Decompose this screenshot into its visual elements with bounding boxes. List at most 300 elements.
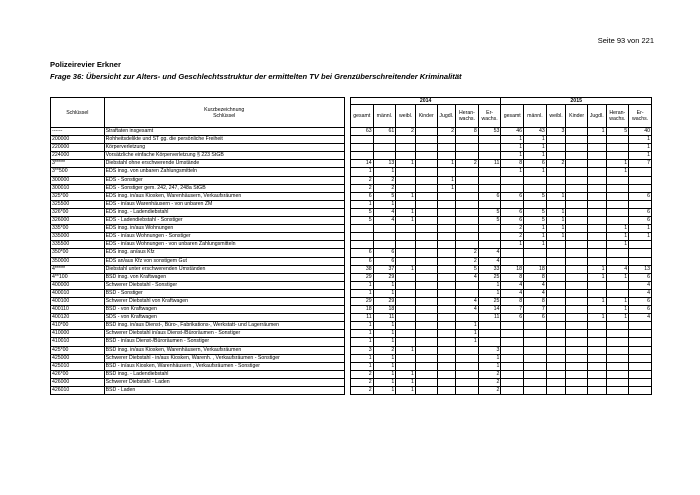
- row-label: EDS insg. in/aus Kiosken, Warenhäusern, Verkaufsräumen: [104, 192, 344, 200]
- cell-2014: [415, 208, 437, 216]
- cell-2015: [546, 168, 566, 176]
- cell-2014: [456, 168, 479, 176]
- cell-2015: [629, 346, 652, 354]
- table-row: [51, 378, 652, 386]
- cell-2015: [587, 346, 606, 354]
- row-label: Schwerer Diebstahl - Laden: [104, 378, 344, 386]
- cell-2015: [606, 208, 629, 216]
- cell-2015: [524, 370, 547, 378]
- cell-2015: 1: [501, 241, 524, 249]
- cell-2014: 4: [456, 297, 479, 305]
- cell-2015: [587, 306, 606, 314]
- cell-2014: 2: [396, 128, 416, 136]
- cell-2015: [566, 370, 588, 378]
- cell-2015: [606, 354, 629, 362]
- cell-2014: [415, 257, 437, 265]
- cell-2015: 1: [501, 152, 524, 160]
- cell-2014: 1: [456, 330, 479, 338]
- cell-2014: [415, 330, 437, 338]
- row-key: 425*00: [51, 346, 105, 354]
- cell-2015: [587, 378, 606, 386]
- table-row: [51, 314, 652, 322]
- cell-2015: [566, 136, 588, 144]
- cell-2015: 18: [501, 265, 524, 273]
- cell-2014: 4: [478, 249, 501, 257]
- cell-2014: 1: [396, 378, 416, 386]
- cell-2014: [373, 233, 396, 241]
- row-key: 200000: [51, 136, 105, 144]
- cell-2015: [629, 241, 652, 249]
- cell-2015: [606, 257, 629, 265]
- cell-2015: 8: [524, 273, 547, 281]
- cell-2014: 2: [456, 160, 479, 168]
- table-row: [51, 208, 652, 216]
- cell-2015: [566, 144, 588, 152]
- row-key: 400000: [51, 281, 105, 289]
- cell-2015: [629, 354, 652, 362]
- cell-2015: [606, 387, 629, 395]
- cell-2014: [396, 225, 416, 233]
- cell-2014: [456, 241, 479, 249]
- cell-2015: [606, 200, 629, 208]
- cell-2015: 6: [524, 160, 547, 168]
- cell-2014: [415, 160, 437, 168]
- cell-2015: 46: [501, 128, 524, 136]
- table-row: [51, 192, 652, 200]
- cell-2015: 4: [501, 289, 524, 297]
- cell-2014: [415, 322, 437, 330]
- row-label: EDS insg. an/aus Kfz: [104, 249, 344, 257]
- cell-2014: 11: [478, 314, 501, 322]
- cell-2015: [606, 144, 629, 152]
- cell-2014: [437, 289, 456, 297]
- cell-2014: [396, 362, 416, 370]
- cell-2014: 18: [350, 306, 373, 314]
- subheader-2015-2: weibl.: [546, 105, 566, 128]
- cell-2014: [456, 370, 479, 378]
- cell-2014: 5: [350, 208, 373, 216]
- cell-2015: [501, 354, 524, 362]
- cell-2015: 4: [524, 281, 547, 289]
- cell-2014: [373, 241, 396, 249]
- row-label: Schwerer Diebstahl in/aus Dienst-/Büroräumen - Sonstiger: [104, 330, 344, 338]
- cell-2014: [456, 378, 479, 386]
- cell-2014: [437, 281, 456, 289]
- cell-2015: [546, 289, 566, 297]
- row-key: 325500: [51, 200, 105, 208]
- row-label: BSD - in/aus Dienst-/Büroräumen - Sonstiger: [104, 338, 344, 346]
- cell-2015: 3: [546, 128, 566, 136]
- table-row: [51, 217, 652, 225]
- cell-2015: [606, 136, 629, 144]
- cell-2014: [456, 354, 479, 362]
- row-key: ------: [51, 128, 105, 136]
- cell-2015: [629, 176, 652, 184]
- row-key: 4*****: [51, 265, 105, 273]
- cell-2014: [437, 387, 456, 395]
- cell-2014: [415, 289, 437, 297]
- subheader-2015-4: Jugdl.: [587, 105, 606, 128]
- row-label: Straftaten insgesamt: [104, 128, 344, 136]
- cell-2015: [566, 241, 588, 249]
- cell-2014: 6: [373, 257, 396, 265]
- subheader-2015-6: Er-wachs.: [629, 105, 652, 128]
- cell-2014: [415, 144, 437, 152]
- cell-2014: 53: [478, 128, 501, 136]
- cell-2015: [566, 330, 588, 338]
- cell-2014: 3: [350, 346, 373, 354]
- cell-2014: [456, 144, 479, 152]
- cell-2014: 1: [396, 208, 416, 216]
- cell-2014: [396, 249, 416, 257]
- cell-2015: 5: [524, 208, 547, 216]
- cell-2014: 1: [350, 330, 373, 338]
- cell-2015: [587, 387, 606, 395]
- cell-2015: [566, 184, 588, 192]
- table-row: [51, 330, 652, 338]
- cell-2014: [415, 152, 437, 160]
- cell-2014: [415, 225, 437, 233]
- cell-2015: [606, 184, 629, 192]
- cell-2015: [524, 184, 547, 192]
- cell-2014: 11: [350, 314, 373, 322]
- cell-2014: 63: [350, 128, 373, 136]
- cell-2015: 1: [587, 297, 606, 305]
- cell-2014: 38: [350, 265, 373, 273]
- row-key: 425000: [51, 354, 105, 362]
- cell-2015: 7: [501, 306, 524, 314]
- cell-2015: [524, 322, 547, 330]
- cell-2015: 1: [546, 192, 566, 200]
- cell-2014: [350, 225, 373, 233]
- row-label: Diebstahl ohne erschwerende Umstände: [104, 160, 344, 168]
- row-label: EDS - Ladendiebstahl - Sonstiger: [104, 217, 344, 225]
- cell-2014: [396, 152, 416, 160]
- row-key: 426010: [51, 387, 105, 395]
- cell-2015: [566, 338, 588, 346]
- cell-2014: [396, 322, 416, 330]
- cell-2014: [396, 273, 416, 281]
- cell-2015: 1: [546, 217, 566, 225]
- cell-2015: 6: [629, 192, 652, 200]
- cell-2015: [587, 362, 606, 370]
- row-label: EDS - in/aus Warenhäusern - von unbaren ZM: [104, 200, 344, 208]
- cell-2015: [566, 257, 588, 265]
- cell-2014: [396, 257, 416, 265]
- cell-2015: [587, 217, 606, 225]
- cell-2014: [478, 200, 501, 208]
- cell-2015: [524, 249, 547, 257]
- cell-2014: 1: [437, 160, 456, 168]
- cell-2015: 8: [501, 297, 524, 305]
- cell-2015: 1: [629, 233, 652, 241]
- cell-2014: [415, 362, 437, 370]
- cell-2014: 1: [350, 289, 373, 297]
- cell-2015: 7: [524, 306, 547, 314]
- cell-2015: [587, 192, 606, 200]
- subheader-2014-2: weibl.: [396, 105, 416, 128]
- cell-2014: 1: [478, 362, 501, 370]
- cell-2015: [587, 233, 606, 241]
- cell-2015: 1: [606, 314, 629, 322]
- cell-2014: 14: [350, 160, 373, 168]
- table-row: [51, 160, 652, 168]
- cell-2014: [415, 192, 437, 200]
- cell-2015: 6: [629, 208, 652, 216]
- cell-2014: 13: [373, 160, 396, 168]
- cell-2014: 2: [373, 176, 396, 184]
- cell-2015: 2: [501, 233, 524, 241]
- cell-2014: 29: [350, 297, 373, 305]
- cell-2014: 1: [350, 281, 373, 289]
- table-row: [51, 233, 652, 241]
- cell-2015: [546, 144, 566, 152]
- table-row: [51, 281, 652, 289]
- cell-2015: [566, 273, 588, 281]
- cell-2014: [437, 192, 456, 200]
- table-row: [51, 152, 652, 160]
- cell-2015: [606, 217, 629, 225]
- cell-2015: 6: [629, 297, 652, 305]
- cell-2015: [606, 322, 629, 330]
- cell-2015: [629, 200, 652, 208]
- cell-2015: 1: [524, 152, 547, 160]
- row-label: BSD - Sonstiger: [104, 289, 344, 297]
- cell-2014: 1: [373, 338, 396, 346]
- row-label: BSD insg. in/aus Dienst-, Büro-, Fabrikations-, Werkstatt- und Lagerräumen: [104, 322, 344, 330]
- cell-2015: 1: [501, 136, 524, 144]
- cell-2014: 6: [373, 249, 396, 257]
- cell-2015: [566, 314, 588, 322]
- cell-2015: [524, 362, 547, 370]
- cell-2015: [566, 192, 588, 200]
- table-row: [51, 128, 652, 136]
- cell-2015: [587, 176, 606, 184]
- cell-2014: 5: [478, 208, 501, 216]
- cell-2015: [629, 330, 652, 338]
- cell-2015: 2: [546, 160, 566, 168]
- cell-2014: [396, 297, 416, 305]
- cell-2014: 1: [396, 160, 416, 168]
- cell-2015: 1: [501, 144, 524, 152]
- cell-2014: [396, 281, 416, 289]
- cell-2014: [415, 200, 437, 208]
- cell-2015: [606, 281, 629, 289]
- cell-2014: [396, 136, 416, 144]
- cell-2014: 29: [373, 297, 396, 305]
- row-label: BSD - Laden: [104, 387, 344, 395]
- cell-2015: 6: [501, 208, 524, 216]
- cell-2015: [566, 176, 588, 184]
- cell-2015: [546, 338, 566, 346]
- header-kurzbezeichnung-line2: Schlüssel: [213, 112, 236, 119]
- cell-2014: [478, 233, 501, 241]
- cell-2014: [415, 370, 437, 378]
- cell-2014: [415, 128, 437, 136]
- cell-2014: [373, 152, 396, 160]
- cell-2014: 1: [350, 338, 373, 346]
- cell-2014: 1: [437, 184, 456, 192]
- cell-2014: [415, 338, 437, 346]
- cell-2015: [524, 338, 547, 346]
- row-label: EDS - Sonstiger gem. 242, 247, 248a StGB: [104, 184, 344, 192]
- cell-2014: [396, 354, 416, 362]
- cell-2015: 1: [606, 160, 629, 168]
- cell-2014: 6: [350, 257, 373, 265]
- row-key: 3**500: [51, 168, 105, 176]
- cell-2015: [587, 249, 606, 257]
- row-key: 224000: [51, 152, 105, 160]
- cell-2014: 2: [350, 387, 373, 395]
- cell-2014: [437, 297, 456, 305]
- cell-2015: 1: [629, 152, 652, 160]
- cell-2015: [546, 346, 566, 354]
- cell-2014: [478, 176, 501, 184]
- cell-2015: [546, 152, 566, 160]
- cell-2015: 1: [587, 314, 606, 322]
- cell-2014: [396, 168, 416, 176]
- table-row: [51, 273, 652, 281]
- table-row: [51, 176, 652, 184]
- cell-2015: [546, 378, 566, 386]
- cell-2015: [566, 160, 588, 168]
- cell-2015: [606, 192, 629, 200]
- cell-2014: 1: [350, 322, 373, 330]
- cell-2015: [606, 249, 629, 257]
- cell-2015: [566, 362, 588, 370]
- row-label: BSD - von Kraftwagen: [104, 306, 344, 314]
- table-row: [51, 338, 652, 346]
- cell-2014: [396, 338, 416, 346]
- cell-2014: [415, 314, 437, 322]
- row-key: 3*****: [51, 160, 105, 168]
- cell-2015: [587, 330, 606, 338]
- cell-2015: [501, 322, 524, 330]
- cell-2015: [546, 362, 566, 370]
- row-key: 400110: [51, 306, 105, 314]
- cell-2015: [566, 297, 588, 305]
- cell-2015: 1: [501, 168, 524, 176]
- cell-2015: 4: [501, 281, 524, 289]
- cell-2015: [501, 330, 524, 338]
- cell-2014: [396, 330, 416, 338]
- cell-2015: [587, 144, 606, 152]
- cell-2014: 2: [350, 378, 373, 386]
- cell-2015: [587, 281, 606, 289]
- cell-2014: [415, 176, 437, 184]
- cell-2015: [606, 362, 629, 370]
- cell-2015: 1: [606, 225, 629, 233]
- row-key: 335*00: [51, 225, 105, 233]
- cell-2015: [629, 338, 652, 346]
- cell-2015: [501, 387, 524, 395]
- cell-2015: 5: [524, 217, 547, 225]
- cell-2014: [437, 378, 456, 386]
- subheader-2015-1: männl.: [524, 105, 547, 128]
- cell-2014: [396, 176, 416, 184]
- subheader-2015-3: Kinder: [566, 105, 588, 128]
- cell-2014: [415, 281, 437, 289]
- cell-2014: 6: [350, 192, 373, 200]
- row-key: 400120: [51, 314, 105, 322]
- cell-2014: [437, 370, 456, 378]
- row-key: 300010: [51, 184, 105, 192]
- row-label: EDS - Sonstiger: [104, 176, 344, 184]
- cell-2015: [606, 289, 629, 297]
- cell-2015: [501, 378, 524, 386]
- cell-2014: [437, 208, 456, 216]
- cell-2015: [606, 176, 629, 184]
- cell-2014: 2: [373, 346, 396, 354]
- cell-2014: 1: [478, 281, 501, 289]
- row-key: 326*00: [51, 208, 105, 216]
- cell-2014: [396, 289, 416, 297]
- cell-2015: 6: [501, 192, 524, 200]
- cell-2015: [587, 152, 606, 160]
- row-key: 350*00: [51, 249, 105, 257]
- cell-2014: 1: [396, 192, 416, 200]
- row-key: 410*00: [51, 322, 105, 330]
- row-key: 325*00: [51, 192, 105, 200]
- cell-2015: [629, 322, 652, 330]
- cell-2015: [546, 136, 566, 144]
- header-kurzbezeichnung: [104, 98, 344, 128]
- cell-2014: 1: [373, 354, 396, 362]
- cell-2014: [437, 257, 456, 265]
- cell-2014: [396, 184, 416, 192]
- row-key: 400100: [51, 297, 105, 305]
- row-key: 426*00: [51, 370, 105, 378]
- cell-2014: [478, 144, 501, 152]
- table-row: [51, 354, 652, 362]
- cell-2015: [524, 176, 547, 184]
- year-header-2014: 2014: [350, 98, 500, 105]
- cell-2015: [546, 314, 566, 322]
- cell-2015: [566, 152, 588, 160]
- cell-2014: [456, 184, 479, 192]
- cell-2015: [546, 354, 566, 362]
- table-row: [51, 200, 652, 208]
- cell-2015: [524, 354, 547, 362]
- row-label: Vorsätzliche einfache Körperverletzung § 223 StGB: [104, 152, 344, 160]
- cell-2014: [456, 387, 479, 395]
- table-row: [51, 362, 652, 370]
- cell-2015: [587, 241, 606, 249]
- cell-2014: 2: [350, 176, 373, 184]
- cell-2014: [456, 136, 479, 144]
- cell-2015: [629, 184, 652, 192]
- cell-2014: [415, 306, 437, 314]
- table-row: [51, 241, 652, 249]
- question-heading: Frage 36: Übersicht zur Alters- und Geschlechtsstruktur der ermittelten TV bei Grenzüberschreitender Kriminalität: [50, 72, 462, 81]
- cell-2014: [415, 233, 437, 241]
- subheader-2014-1: männl.: [373, 105, 396, 128]
- cell-2014: [437, 144, 456, 152]
- cell-2014: 4: [373, 217, 396, 225]
- row-label: Schwerer Diebstahl - in/aus Kiosken, Warenh. , Verkaufsräumen - Sonstiger: [104, 354, 344, 362]
- cell-2014: 2: [478, 370, 501, 378]
- row-label: Schwerer Diebstahl - Sonstiger: [104, 281, 344, 289]
- cell-2015: [587, 160, 606, 168]
- cell-2014: 11: [478, 160, 501, 168]
- cell-2014: [456, 314, 479, 322]
- cell-2015: [546, 306, 566, 314]
- cell-2014: 1: [350, 200, 373, 208]
- row-label: BSD - in/aus Kiosken, Warenhäusern , Verkaufsräumen - Sonstiger: [104, 362, 344, 370]
- cell-2014: [456, 281, 479, 289]
- cell-2014: [456, 233, 479, 241]
- cell-2014: [415, 346, 437, 354]
